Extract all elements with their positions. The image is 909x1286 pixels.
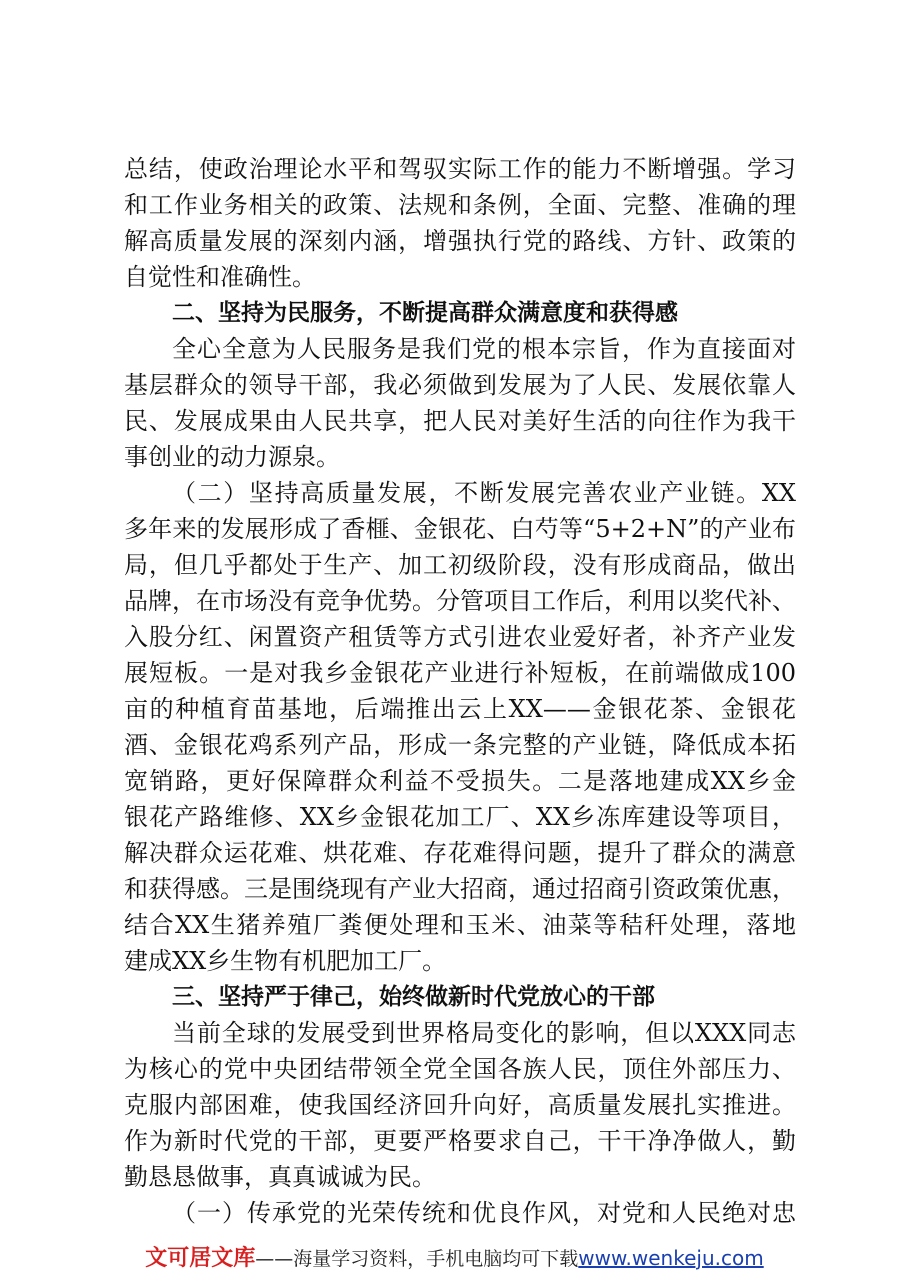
text-line: 基层群众的领导干部，我必须做到发展为了人民、发展依靠人: [124, 371, 796, 399]
text-line: 勤恳恳做事，真真诚诚为民。: [124, 1163, 436, 1191]
text-line: 银花产路维修、XX乡金银花加工厂、XX乡冻库建设等项目，: [124, 803, 796, 831]
text-line: 建成XX乡生物有机肥加工厂。: [124, 947, 447, 975]
text-line: 酒、金银花鸡系列产品，形成一条完整的产业链，降低成本拓: [124, 731, 796, 759]
section-heading: 二、坚持为民服务，不断提高群众满意度和获得感: [172, 300, 678, 326]
text-line: 为核心的党中央团结带领全党全国各族人民，顶住外部压力、: [124, 1055, 796, 1083]
text-line: 品牌，在市场没有竞争优势。分管项目工作后，利用以奖代补、: [124, 587, 796, 615]
footer-banner: [0, 1240, 909, 1276]
paragraph-first-line: 全心全意为人民服务是我们党的根本宗旨，作为直接面对: [172, 335, 796, 363]
text-line: 亩的种植育苗基地，后端推出云上XX——金银花茶、金银花: [124, 695, 796, 723]
text-line: 事创业的动力源泉。: [124, 443, 340, 471]
paragraph-first-line: （一）传承党的光荣传统和优良作风，对党和人民绝对忠: [172, 1199, 796, 1227]
text-line: 和工作业务相关的政策、法规和条例，全面、完整、准确的理: [124, 191, 796, 219]
brand-name: 文可居文库: [145, 1246, 256, 1271]
text-line: 宽销路，更好保障群众利益不受损失。二是落地建成XX乡金: [124, 767, 796, 795]
footer-slogan: ——海量学习资料，手机电脑均可下载: [255, 1248, 579, 1270]
text-line: 解决群众运花难、烘花难、存花难得问题，提升了群众的满意: [124, 839, 796, 867]
section-heading: 三、坚持严于律己，始终做新时代党放心的干部: [172, 984, 655, 1010]
website-link[interactable]: www.wenkeju.com: [578, 1246, 764, 1270]
text-line: 结合XX生猪养殖厂粪便处理和玉米、油菜等秸秆处理，落地: [124, 911, 796, 939]
text-line: 和获得感。三是围绕现有产业大招商，通过招商引资政策优惠，: [124, 875, 796, 903]
text-line: 展短板。一是对我乡金银花产业进行补短板，在前端做成100: [124, 659, 796, 687]
text-line: 自觉性和准确性。: [124, 263, 316, 291]
text-line: 入股分红、闲置资产租赁等方式引进农业爱好者，补齐产业发: [124, 623, 796, 651]
paragraph-first-line: （二）坚持高质量发展，不断发展完善农业产业链。XX: [172, 479, 796, 507]
text-line: 解高质量发展的深刻内涵，增强执行党的路线、方针、政策的: [124, 227, 796, 255]
text-line: 局，但几乎都处于生产、加工初级阶段，没有形成商品，做出: [124, 551, 796, 579]
text-line: 作为新时代党的干部，更要严格要求自己，干干净净做人，勤: [124, 1127, 796, 1155]
text-line: 克服内部困难，使我国经济回升向好，高质量发展扎实推进。: [124, 1091, 796, 1119]
text-line: 民、发展成果由人民共享，把人民对美好生活的向往作为我干: [124, 407, 796, 435]
text-line: 总结，使政治理论水平和驾驭实际工作的能力不断增强。学习: [124, 155, 796, 183]
text-line: 多年来的发展形成了香榧、金银花、白芍等“5+2+N”的产业布: [124, 515, 796, 543]
paragraph-first-line: 当前全球的发展受到世界格局变化的影响，但以XXX同志: [172, 1019, 796, 1047]
